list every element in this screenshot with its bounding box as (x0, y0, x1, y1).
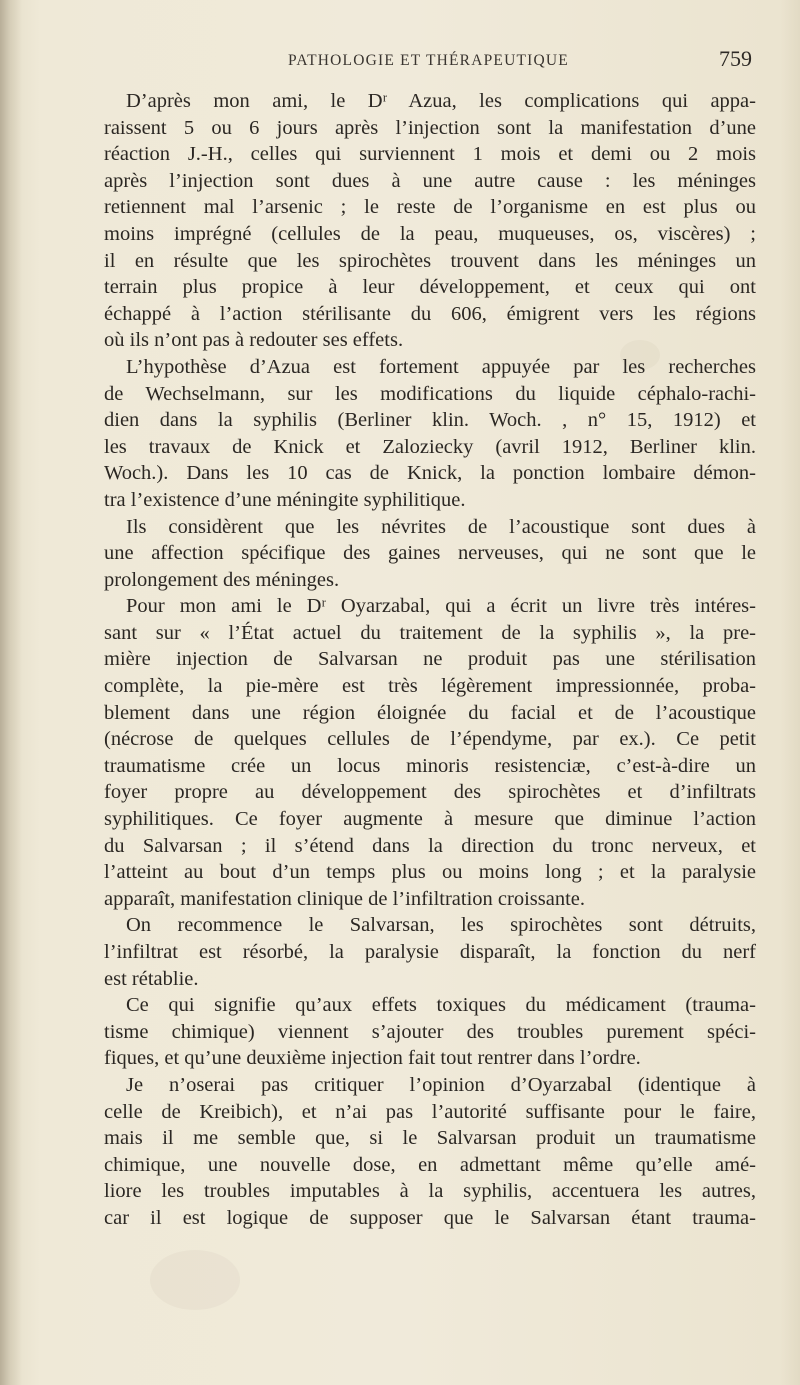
text-line: raissent 5 ou 6 jours après l’injection sont la manifestation d’une (104, 116, 756, 139)
text-line: mière injection de Salvarsan ne produit pas une stérilisation (104, 648, 756, 671)
text-line: complète, la pie-mère est très légèrement impressionnée, proba- (104, 675, 756, 698)
text-line: échappé à l’action stérilisante du 606, émigrent vers les régions (104, 302, 756, 325)
text-line: chimique, une nouvelle dose, en admettant même qu’elle amé- (104, 1153, 756, 1176)
text-line: blement dans une région éloignée du facial et de l’acoustique (104, 701, 756, 724)
text-line: après l’injection sont dues à une autre cause : les méninges (104, 169, 756, 192)
body-text (104, 88, 756, 1232)
text-line: dien dans la syphilis (Berliner klin. Woch. , n° 15, 1912) et (104, 409, 756, 432)
text-line: Woch.). Dans les 10 cas de Knick, la ponction lombaire démon- (104, 462, 756, 485)
text-line: les travaux de Knick et Zaloziecky (avril 1912, Berliner klin. (104, 435, 756, 458)
paper-stain (150, 1250, 240, 1310)
text-line: D’après mon ami, le Dʳ Azua, les complications qui appa- (126, 90, 756, 112)
text-line: Je n’oserai pas critiquer l’opinion d’Oyarzabal (identique à (126, 1073, 756, 1096)
text-line: tra l’existence d’une méningite syphilitique. (104, 488, 466, 511)
text-line: prolongement des méninges. (104, 568, 340, 591)
text-line: une affection spécifique des gaines nerveuses, qui ne sont que le (104, 542, 756, 565)
text-line: du Salvarsan ; il s’étend dans la direction du tronc nerveux, et (104, 834, 756, 857)
text-line: celle de Kreibich), et n’ai pas l’autorité suffisante pour le faire, (104, 1100, 756, 1123)
page-number: 759 (719, 46, 752, 71)
text-line: liore les troubles imputables à la syphilis, accentuera les autres, (104, 1180, 756, 1203)
text-line: (nécrose de quelques cellules de l’épendyme, par ex.). Ce petit (104, 728, 756, 751)
text-line: mais il me semble que, si le Salvarsan produit un traumatisme (104, 1127, 756, 1150)
text-line: foyer propre au développement des spirochètes et d’infiltrats (104, 781, 756, 804)
text-line: il en résulte que les spirochètes trouvent dans les méninges un (104, 249, 756, 272)
text-line: Ce qui signifie qu’aux effets toxiques du médicament (trauma- (126, 994, 756, 1017)
text-line: l’atteint au bout d’un temps plus ou moins long ; et la paralysie (104, 861, 756, 884)
text-line: tisme chimique) viennent s’ajouter des troubles purement spéci- (104, 1020, 756, 1043)
text-line: On recommence le Salvarsan, les spirochètes sont détruits, (126, 914, 756, 937)
text-line: est rétablie. (104, 967, 199, 990)
text-line: sant sur « l’État actuel du traitement de la syphilis », la pre- (104, 621, 756, 644)
page-header (108, 46, 754, 76)
text-line: fiques, et qu’une deuxième injection fait tout rentrer dans l’ordre. (104, 1047, 641, 1070)
text-line: réaction J.-H., celles qui surviennent 1 mois et demi ou 2 mois (104, 143, 756, 166)
text-line: Ils considèrent que les névrites de l’acoustique sont dues à (126, 515, 756, 538)
text-line: l’infiltrat est résorbé, la paralysie disparaît, la fonction du nerf (104, 941, 756, 963)
text-line: terrain plus propice à leur développement, et ceux qui ont (104, 276, 756, 299)
text-line: syphilitiques. Ce foyer augmente à mesure que diminue l’action (104, 808, 756, 831)
text-line: traumatisme crée un locus minoris resistenciæ, c’est-à-dire un (104, 754, 756, 777)
text-line: retiennent mal l’arsenic ; le reste de l’organisme en est plus ou (104, 196, 756, 219)
text-line: moins imprégné (cellules de la peau, muqueuses, os, viscères) ; (104, 222, 756, 245)
page-binding-edge (0, 0, 22, 1385)
text-line: L’hypothèse d’Azua est fortement appuyée par les recherches (126, 355, 756, 378)
text-line: car il est logique de supposer que le Salvarsan étant trauma- (104, 1206, 756, 1229)
text-line: de Wechselmann, sur les modifications du liquide céphalo-rachi- (104, 382, 756, 405)
text-line: où ils n’ont pas à redouter ses effets. (104, 329, 404, 352)
text-line: Pour mon ami le Dʳ Oyarzabal, qui a écrit un livre très intéres- (126, 595, 756, 618)
text-line: apparaît, manifestation clinique de l’infiltration croissante. (104, 887, 586, 910)
running-title: PATHOLOGIE ET THÉRAPEUTIQUE (288, 52, 569, 69)
